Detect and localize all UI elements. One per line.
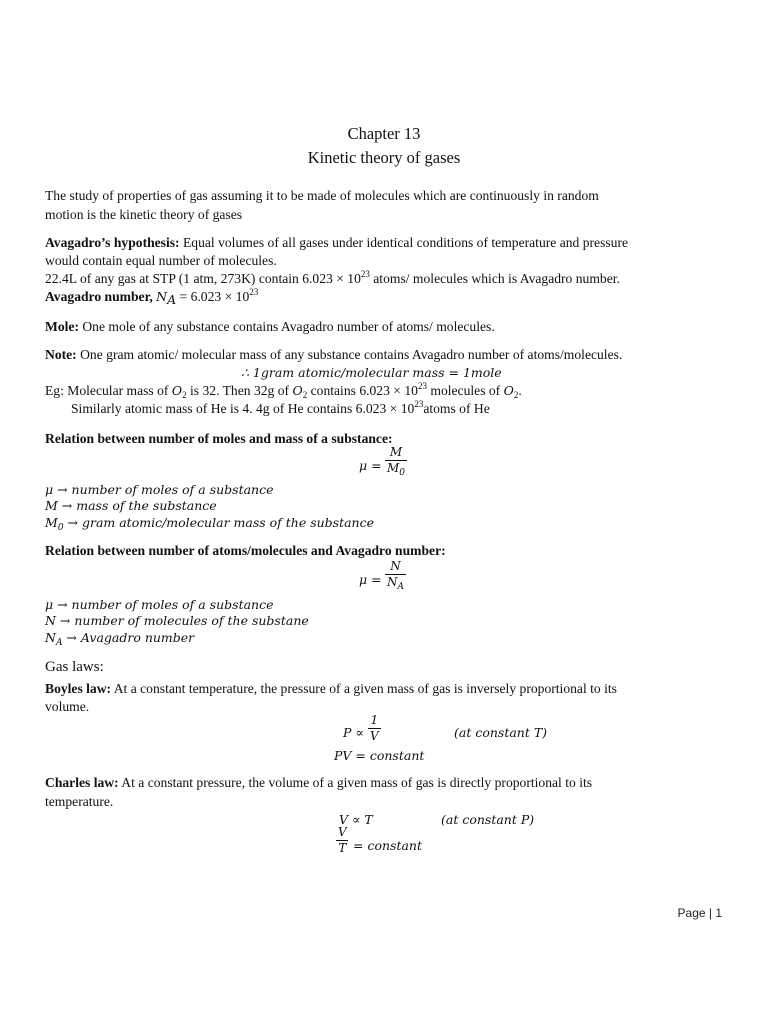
helium-exponent: 23 bbox=[414, 399, 424, 409]
chapter-title: Kinetic theory of gases bbox=[307, 148, 461, 167]
mole-label: Mole: bbox=[45, 319, 79, 334]
avogadro-hypothesis-line-2: would contain equal number of molecules. bbox=[45, 253, 277, 268]
def-symbol: M bbox=[45, 515, 58, 530]
charles-condition: (at constant P) bbox=[441, 812, 535, 827]
fraction-numerator: 1 bbox=[370, 713, 379, 727]
fraction-numerator: N bbox=[390, 559, 401, 573]
fraction-numerator: M bbox=[389, 445, 403, 459]
stp-text: 22.4L of any gas at STP (1 atm, 273K) contain 6.023 × 10 bbox=[45, 271, 361, 286]
oxygen-symbol: O bbox=[171, 383, 183, 398]
boyles-condition: (at constant T) bbox=[454, 725, 548, 740]
oxygen-sub: 2 bbox=[302, 390, 308, 400]
boyles-equation: PV = constant bbox=[334, 748, 425, 763]
charles-equation-rhs: = constant bbox=[353, 838, 422, 853]
avogadro-number-label: Avagadro number, bbox=[45, 289, 157, 304]
def-text: → Avagadro number bbox=[62, 630, 195, 645]
def-symbol: N bbox=[45, 630, 56, 645]
boyles-fraction bbox=[368, 713, 381, 744]
stp-statement bbox=[45, 270, 620, 287]
avogadro-hypothesis-text: Equal volumes of all gases under identical conditions of temperature and pressure bbox=[179, 235, 629, 250]
def-symbol-sub: A bbox=[55, 638, 63, 648]
boyles-law-text: At a constant temperature, the pressure of a given mass of gas is inversely proportional to its bbox=[111, 681, 617, 696]
example-text-3: contains 6.023 × 10 bbox=[307, 383, 418, 398]
fraction-denominator: V bbox=[370, 729, 379, 743]
stp-exponent: 23 bbox=[360, 269, 370, 279]
avogadro-value: = 6.023 × 10 bbox=[176, 289, 250, 304]
avogadro-symbol-sub: A bbox=[167, 292, 177, 307]
example-period: . bbox=[518, 383, 522, 398]
gas-laws-heading: Gas laws: bbox=[45, 659, 104, 675]
moles-atoms-def-2: N → number of molecules of the substane bbox=[45, 613, 309, 628]
page-number: Page | 1 bbox=[677, 906, 722, 920]
boyles-law bbox=[45, 680, 617, 697]
moles-atoms-def-3 bbox=[45, 629, 194, 646]
denominator-symbol: N bbox=[387, 575, 398, 589]
mole-definition bbox=[45, 318, 495, 335]
moles-mass-def-3 bbox=[45, 514, 374, 531]
helium-text: Similarly atomic mass of He is 4. 4g of He contains 6.023 × 10 bbox=[71, 401, 415, 416]
note bbox=[45, 346, 622, 363]
intro-line-2: motion is the kinetic theory of gases bbox=[45, 207, 243, 222]
avogadro-number bbox=[45, 288, 258, 305]
denominator-symbol: M bbox=[387, 461, 400, 475]
example-text-2: is 32. Then 32g of bbox=[186, 383, 293, 398]
avogadro-hypothesis bbox=[45, 234, 628, 251]
boyles-proportion-lhs: P ∝ bbox=[343, 725, 364, 740]
charles-law bbox=[45, 774, 592, 791]
boyles-law-label: Boyles law: bbox=[45, 681, 112, 696]
note-label: Note: bbox=[45, 347, 77, 362]
avogadro-exponent: 23 bbox=[249, 287, 259, 297]
moles-atoms-def-1: μ → number of moles of a substance bbox=[45, 597, 274, 612]
oxygen-symbol: O bbox=[292, 383, 303, 398]
denominator-sub: A bbox=[397, 582, 404, 592]
example-line bbox=[45, 382, 522, 399]
moles-atoms-heading: Relation between number of atoms/molecules and Avagadro number: bbox=[45, 543, 446, 558]
oxygen-sub: 2 bbox=[513, 390, 519, 400]
helium-text-end: atoms of He bbox=[423, 401, 490, 416]
moles-mass-lhs: μ = bbox=[359, 458, 382, 473]
fraction-denominator bbox=[385, 574, 406, 590]
charles-fraction bbox=[336, 825, 349, 856]
stp-text-end: atoms/ molecules which is Avagadro number. bbox=[369, 271, 620, 286]
avogadro-hypothesis-label: Avagadro’s hypothesis: bbox=[45, 235, 180, 250]
charles-law-label: Charles law: bbox=[45, 775, 119, 790]
gram-mole-formula: ∴ 1gram atomic/molecular mass = 1mole bbox=[241, 365, 502, 380]
oxygen-symbol: O bbox=[503, 383, 514, 398]
moles-mass-heading: Relation between number of moles and mass of a substance: bbox=[45, 431, 393, 446]
intro-line-1: The study of properties of gas assuming it to be made of molecules which are continuously in random bbox=[45, 188, 599, 203]
avogadro-symbol: N bbox=[156, 289, 168, 304]
chapter-number: Chapter 13 bbox=[347, 124, 421, 143]
boyles-law-line-2: volume. bbox=[45, 699, 90, 714]
mole-text: One mole of any substance contains Avagadro number of atoms/ molecules. bbox=[78, 319, 495, 334]
charles-proportion: V ∝ T bbox=[339, 812, 373, 827]
denominator-sub: 0 bbox=[399, 468, 406, 478]
moles-atoms-fraction bbox=[385, 559, 406, 590]
moles-atoms-lhs: μ = bbox=[359, 572, 382, 587]
note-text: One gram atomic/ molecular mass of any substance contains Avagadro number of atoms/molecules. bbox=[76, 347, 623, 362]
example-text-4: molecules of bbox=[426, 383, 504, 398]
def-symbol-sub: 0 bbox=[57, 523, 64, 533]
charles-law-text: At a constant pressure, the volume of a given mass of gas is directly proportional to its bbox=[118, 775, 593, 790]
fraction-numerator: V bbox=[338, 825, 347, 839]
moles-mass-def-2: M → mass of the substance bbox=[45, 498, 217, 513]
helium-example bbox=[71, 400, 490, 417]
example-exponent: 23 bbox=[417, 381, 427, 391]
moles-mass-def-1: μ → number of moles of a substance bbox=[45, 482, 274, 497]
def-text: → gram atomic/molecular mass of the substance bbox=[63, 515, 374, 530]
fraction-denominator bbox=[385, 460, 407, 476]
moles-mass-fraction bbox=[385, 445, 407, 476]
example-text-1: Eg: Molecular mass of bbox=[45, 383, 172, 398]
charles-law-line-2: temperature. bbox=[45, 794, 114, 809]
oxygen-sub: 2 bbox=[182, 390, 187, 400]
fraction-denominator: T bbox=[338, 841, 347, 855]
